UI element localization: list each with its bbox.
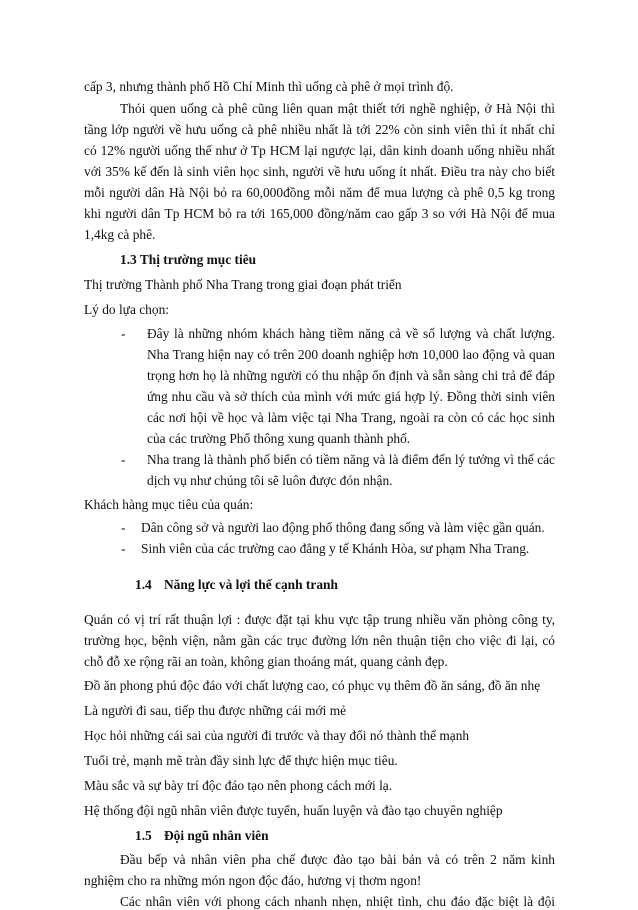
reason-label: Lý do lựa chọn:	[84, 302, 169, 317]
intro-line-1: cấp 3, nhưng thành phố Hồ Chí Minh thì uống cà phê ở mọi trình độ.	[84, 79, 454, 94]
section-heading-1-3: 1.3 Thị trường mục tiêu	[120, 252, 257, 267]
bullet-line: của các trường Phổ thông xung quanh thành phố.	[147, 431, 411, 446]
advantage-line: Đồ ăn phong phú độc đáo với chất lượng cao, có phục vụ thêm đồ ăn sáng, đồ ăn nhẹ	[84, 678, 541, 693]
paragraph-line: trường học, bệnh viện, nằm gần các trục đường lớn nên thuận tiện cho việc đi lại, có	[84, 633, 555, 648]
paragraph-line: Quán có vị trí rất thuận lợi : được đặt tại khu vực tập trung nhiều văn phòng công ty,	[84, 612, 555, 627]
paragraph-line: chỗ đỗ xe rộng rãi an toàn, không gian thoáng mát, quang cảnh đẹp.	[84, 654, 448, 669]
section-heading-1-5-number: 1.5	[135, 828, 152, 843]
paragraph-line: tầng lớp người về hưu uống cà phê nhiều nhất là tới 22% còn sinh viên thì ít nhất chỉ	[84, 122, 555, 137]
advantage-line: Là người đi sau, tiếp thu được những cái mới mẻ	[84, 703, 347, 718]
bullet-line: Đây là những nhóm khách hàng tiềm năng cả về số lượng và chất lượng.	[147, 326, 555, 341]
bullet-line: các nơi hội về học và làm việc tại Nha Trang, ngoài ra còn có các học sinh	[147, 410, 555, 425]
bullet-line: trọng hơn họ là những người có thu nhập ổn định và sẵn sàng chi trả để đáp	[147, 368, 555, 383]
bullet-line: Nha Trang hiện nay có trên 200 doanh nghiệp hơn 10,000 lao động và quan	[147, 347, 555, 362]
paragraph-line: khi người dân Tp HCM bỏ ra tới 165,000 đồng/năm cao gấp 3 so với Hà Nội để mua	[84, 206, 555, 221]
target-customers-label: Khách hàng mục tiêu của quán:	[84, 497, 254, 512]
target-item: Sinh viên của các trường cao đẳng y tế Khánh Hòa, sư phạm Nha Trang.	[141, 541, 530, 556]
advantage-line: Hệ thống đội ngũ nhân viên được tuyển, huấn luyện và đào tạo chuyên nghiệp	[84, 803, 503, 818]
paragraph-line: có 12% người uống thế như ở Tp HCM lại ngược lại, dân kinh doanh uống nhiều nhất	[84, 143, 555, 158]
paragraph-line: Đầu bếp và nhân viên pha chế được đào tạo bài bản và có trên 2 năm kinh	[120, 852, 555, 867]
paragraph-line: Các nhân viên với phong cách nhanh nhẹn, nhiệt tình, chu đáo đặc biệt là đội	[120, 894, 555, 909]
section-heading-1-4-number: 1.4	[135, 577, 152, 592]
section-heading-1-4: Năng lực và lợi thế cạnh tranh	[164, 577, 338, 592]
advantage-line: Học hỏi những cái sai của người đi trước và thay đổi nó thành thế mạnh	[84, 728, 470, 743]
paragraph-line: mỗi người dân Hà Nội bỏ ra 60,000đồng mỗi năm để mua lượng cà phê 0,5 kg trong	[84, 185, 555, 200]
bullet-dash: -	[121, 541, 126, 556]
bullet-dash: -	[121, 326, 126, 341]
advantage-line: Tuổi trẻ, mạnh mẽ tràn đầy sinh lực để thực hiện mục tiêu.	[84, 753, 398, 768]
bullet-dash: -	[121, 452, 126, 467]
paragraph-line: nghiệm cho ra những món ngon độc đáo, hương vị thơm ngon!	[84, 873, 422, 888]
paragraph-line: Thói quen uống cà phê cũng liên quan mật thiết tới nghề nghiệp, ở Hà Nội thì	[120, 101, 555, 116]
paragraph-line: 1,4kg cà phê.	[84, 227, 156, 242]
bullet-line: dịch vụ như chúng tôi sẽ luôn được đón nhận.	[147, 473, 393, 488]
target-market-line: Thị trường Thành phố Nha Trang trong giai đoạn phát triển	[84, 277, 402, 292]
section-heading-1-5: Đội ngũ nhân viên	[164, 828, 269, 843]
bullet-line: Nha trang là thành phố biển có tiềm năng và là điểm đến lý tưởng vì thế các	[147, 452, 555, 467]
paragraph-line: với 35% kế đến là sinh viên học sinh, người về hưu uống ít nhất. Điều tra này cho biết	[84, 164, 555, 179]
bullet-line: ứng nhu cầu và sở thích của mình với mức giá hợp lý. Đồng thời sinh viên	[147, 389, 555, 404]
bullet-dash: -	[121, 520, 126, 535]
advantage-line: Màu sắc và sự bày trí độc đáo tạo nên phong cách mới lạ.	[84, 778, 393, 793]
target-item: Dân công sở và người lao động phổ thông đang sống và làm việc gần quán.	[141, 520, 545, 535]
